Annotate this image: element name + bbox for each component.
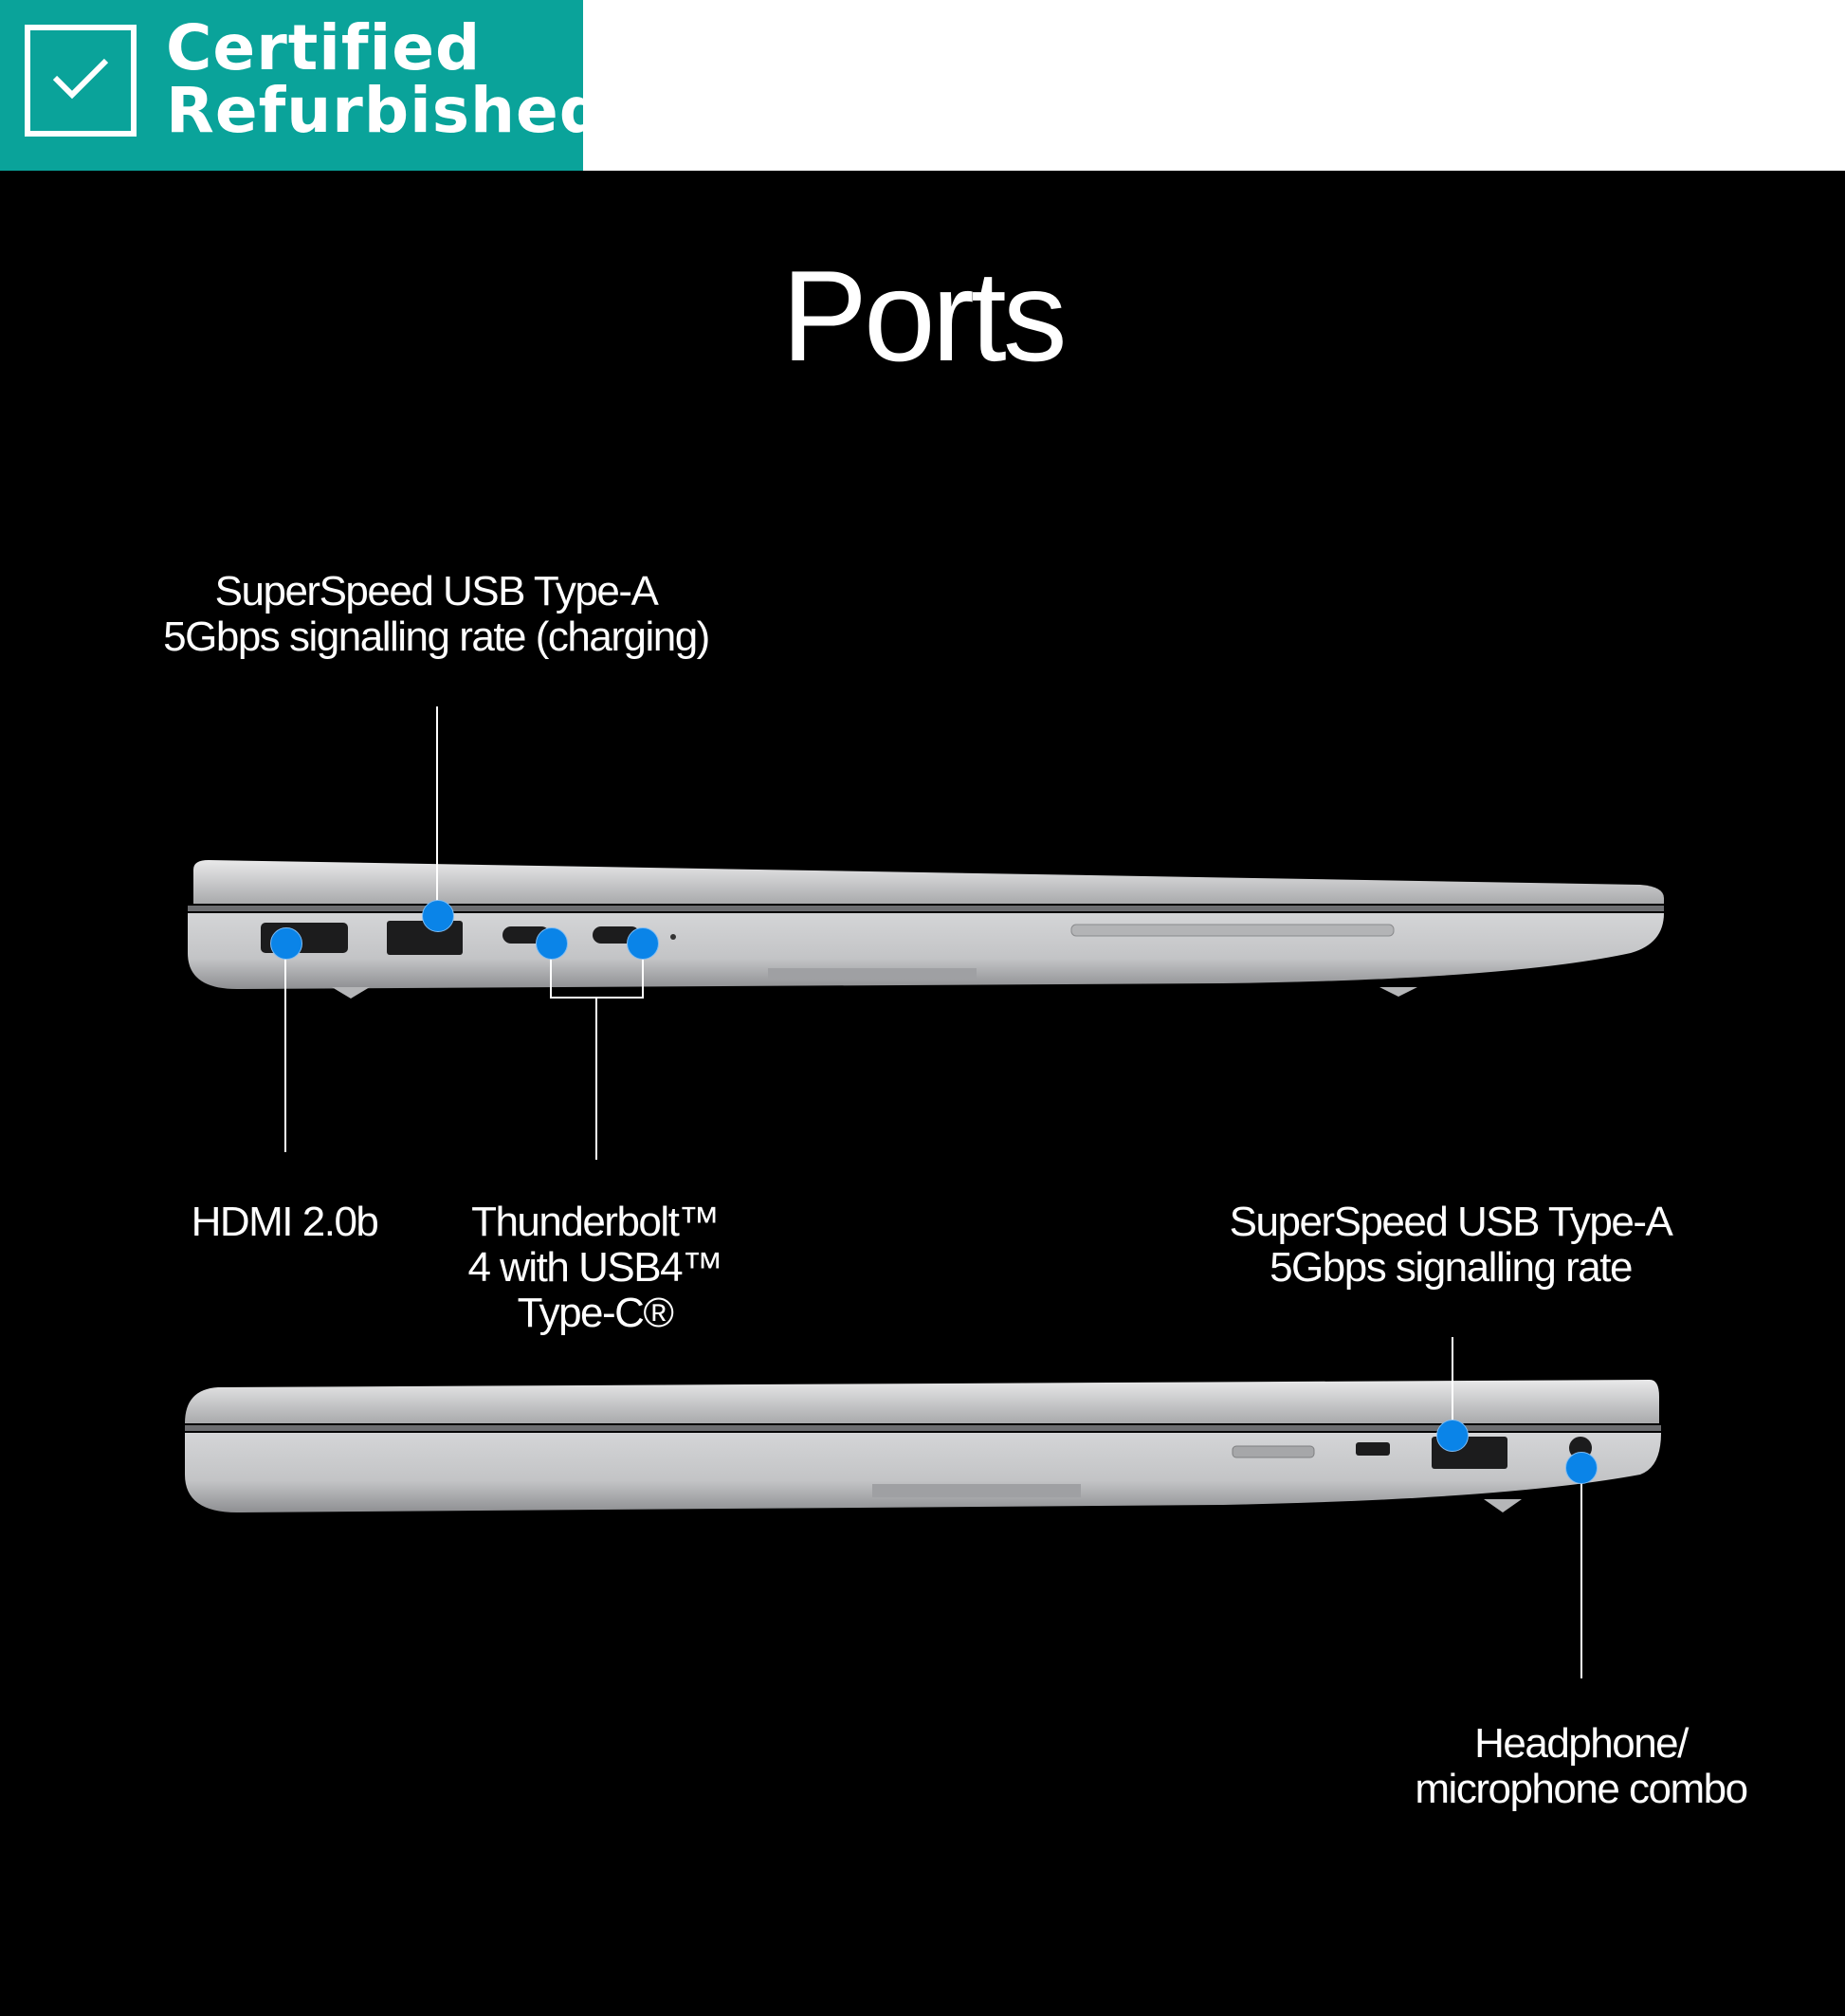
leader-line-thunderbolt	[595, 997, 597, 1160]
badge-line-1: Certified	[166, 11, 482, 84]
marker-usb-a-charging	[422, 900, 454, 932]
certified-refurbished-badge	[0, 0, 605, 171]
label-thunderbolt-line-2: 4 with USB4™	[467, 1244, 722, 1291]
laptop-right-side-view	[180, 1380, 1678, 1569]
marker-thunderbolt-1	[536, 927, 568, 960]
marker-thunderbolt-2	[627, 927, 659, 960]
leader-line-hdmi	[284, 944, 286, 1152]
label-usb-a-line-1: SuperSpeed USB Type-A	[1229, 1199, 1672, 1245]
label-audio-line-2: microphone combo	[1415, 1766, 1747, 1812]
badge-text	[166, 11, 605, 147]
label-audio	[1327, 1721, 1835, 1812]
label-usb-a-charging	[123, 569, 749, 660]
marker-usb-a	[1436, 1420, 1469, 1452]
marker-audio	[1565, 1452, 1598, 1484]
label-thunderbolt	[436, 1200, 754, 1336]
marker-hdmi	[270, 927, 302, 960]
leader-line-audio	[1580, 1470, 1582, 1678]
leader-line-usb-a-charging	[436, 706, 438, 915]
label-usb-a-charging-line-2: 5Gbps signalling rate (charging)	[163, 614, 709, 660]
label-usb-a-charging-line-1: SuperSpeed USB Type-A	[214, 568, 658, 614]
label-hdmi-line-1: HDMI 2.0b	[191, 1199, 378, 1245]
label-thunderbolt-line-1: Thunderbolt™	[471, 1199, 719, 1245]
label-usb-a	[1166, 1200, 1735, 1291]
label-thunderbolt-line-3: Type-C®	[517, 1290, 673, 1336]
page-title: Ports	[781, 244, 1064, 388]
label-usb-a-line-2: 5Gbps signalling rate	[1270, 1244, 1632, 1291]
badge-line-2: Refurbished	[166, 74, 605, 147]
laptop-left-side-view	[180, 858, 1678, 1038]
label-audio-line-1: Headphone/	[1474, 1720, 1688, 1767]
label-hdmi	[142, 1200, 427, 1245]
checkmark-icon	[25, 25, 137, 137]
